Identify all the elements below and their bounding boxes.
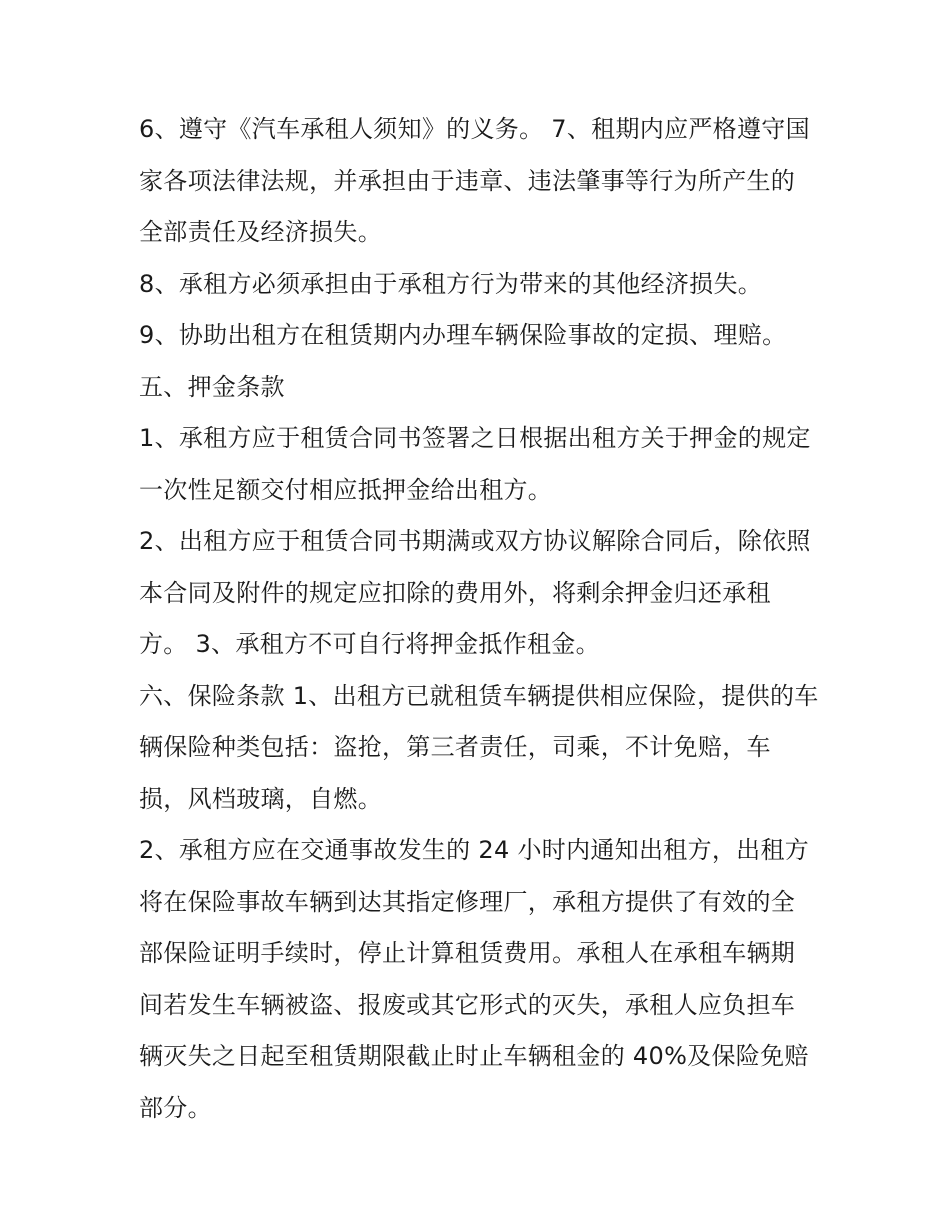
paragraph-obligation-9: 9、协助出租方在租赁期内办理车辆保险事故的定损、理赔。 bbox=[139, 321, 787, 349]
document-page bbox=[139, 104, 819, 1134]
paragraph-obligations-6-7: 6、遵守《汽车承租人须知》的义务。 7、租期内应严格遵守国家各项法律法规，并承担由于违章、违法肇事等行为所产生的全部责任及经济损失。 bbox=[139, 115, 810, 246]
paragraph-obligation-8: 8、承租方必须承担由于承租方行为带来的其他经济损失。 bbox=[139, 269, 763, 298]
section-heading-deposit: 五、押金条款 bbox=[139, 372, 285, 401]
paragraph-deposit-1: 1、承租方应于租赁合同书签署之日根据出租方关于押金的规定一次性足额交付相应抵押金给出租方。 bbox=[139, 424, 811, 504]
paragraph-deposit-2-3: 2、出租方应于租赁合同书期满或双方协议解除合同后，除依照本合同及附件的规定应扣除的费用外，将剩余押金归还承租方。 3、承租方不可自行将押金抵作租金。 bbox=[139, 527, 811, 658]
paragraph-insurance-1: 六、保险条款 1、出租方已就租赁车辆提供相应保险，提供的车辆保险种类包括：盗抢，第三者责任，司乘，不计免赔，车损，风档玻璃，自燃。 bbox=[139, 681, 819, 813]
paragraph-insurance-2: 2、承租方应在交通事故发生的 24 小时内通知出租方，出租方将在保险事故车辆到达其指定修理厂，承租方提供了有效的全部保险证明手续时，停止计算租赁费用。承租人在承租车辆期间若发生车辆被盗、报废或其它形式的灭失，承租人应负担车辆灭失之日起至租赁期限截止时止车辆租金的 40%及保险免赔部分。 bbox=[139, 836, 810, 1122]
